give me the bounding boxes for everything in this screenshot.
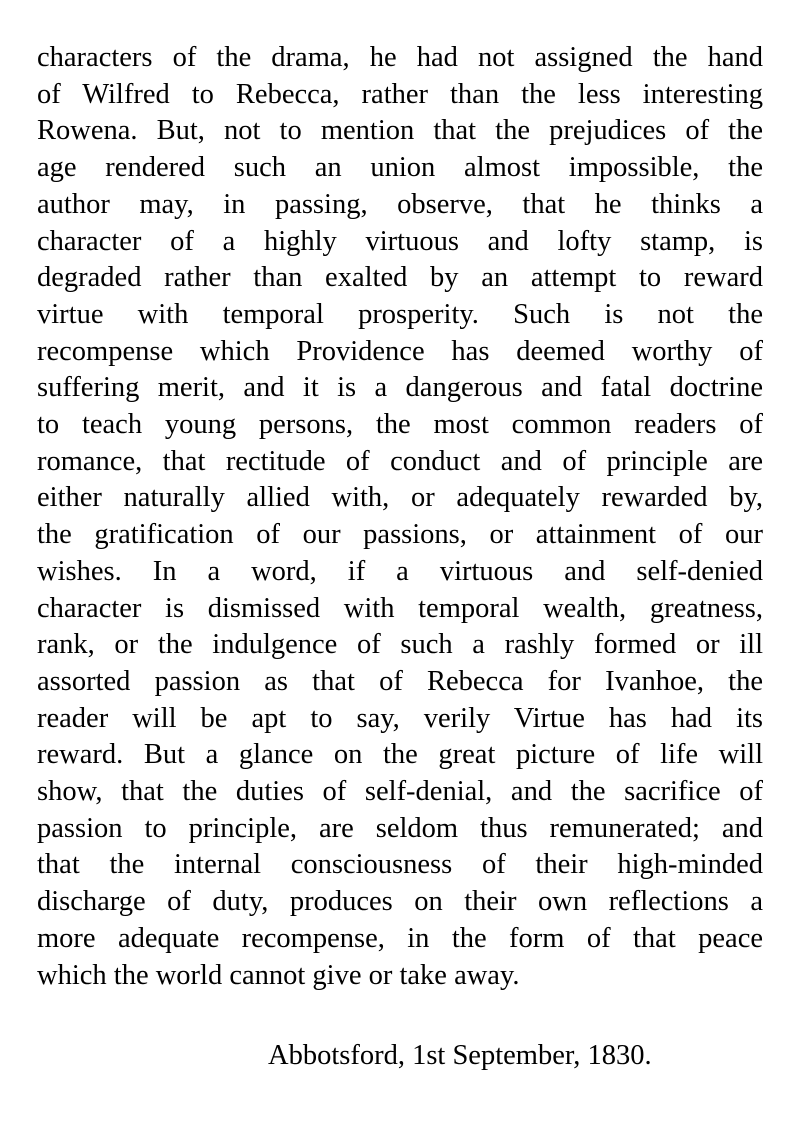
text-line: recompense which Providence has deemed worthy of <box>37 335 763 367</box>
text-line: more adequate recompense, in the form of that peace <box>37 922 763 954</box>
text-line: character of a highly virtuous and lofty stamp, is <box>37 225 763 257</box>
text-line: to teach young persons, the most common readers of <box>37 409 763 441</box>
text-line: either naturally allied with, or adequately rewarded by, <box>37 482 763 514</box>
text-line: character is dismissed with temporal wealth, greatness, <box>37 592 763 624</box>
text-line: discharge of duty, produces on their own reflections a <box>37 886 763 918</box>
text-line: show, that the duties of self-denial, and the sacrifice of <box>37 776 763 808</box>
text-line: suffering merit, and it is a dangerous and fatal doctrine <box>37 372 763 404</box>
text-line: author may, in passing, observe, that he thinks a <box>37 188 763 220</box>
text-line: characters of the drama, he had not assigned the hand <box>37 42 763 73</box>
text-line: rank, or the indulgence of such a rashly formed or ill <box>37 629 763 661</box>
text-line: romance, that rectitude of conduct and of principle are <box>37 445 763 477</box>
text-line: degraded rather than exalted by an attempt to reward <box>37 262 763 294</box>
dateline: Abbotsford, 1st September, 1830. <box>268 1040 652 1071</box>
text-line: passion to principle, are seldom thus remunerated; and <box>37 812 763 844</box>
text-line: that the internal consciousness of their high-minded <box>37 849 763 881</box>
text-line: which the world cannot give or take away. <box>37 959 520 991</box>
text-line: assorted passion as that of Rebecca for Ivanhoe, the <box>37 665 763 697</box>
text-line: age rendered such an union almost impossible, the <box>37 152 763 184</box>
text-line: virtue with temporal prosperity. Such is not the <box>37 298 763 330</box>
text-line: wishes. In a word, if a virtuous and self-denied <box>37 555 763 587</box>
text-line: of Wilfred to Rebecca, rather than the less interesting <box>37 78 763 110</box>
text-line: Rowena. But, not to mention that the prejudices of the <box>37 115 763 147</box>
text-line: reward. But a glance on the great picture of life will <box>37 739 763 771</box>
text-line: the gratification of our passions, or attainment of our <box>37 519 763 551</box>
paragraph <box>37 40 763 994</box>
text-line: reader will be apt to say, verily Virtue has had its <box>37 702 763 734</box>
